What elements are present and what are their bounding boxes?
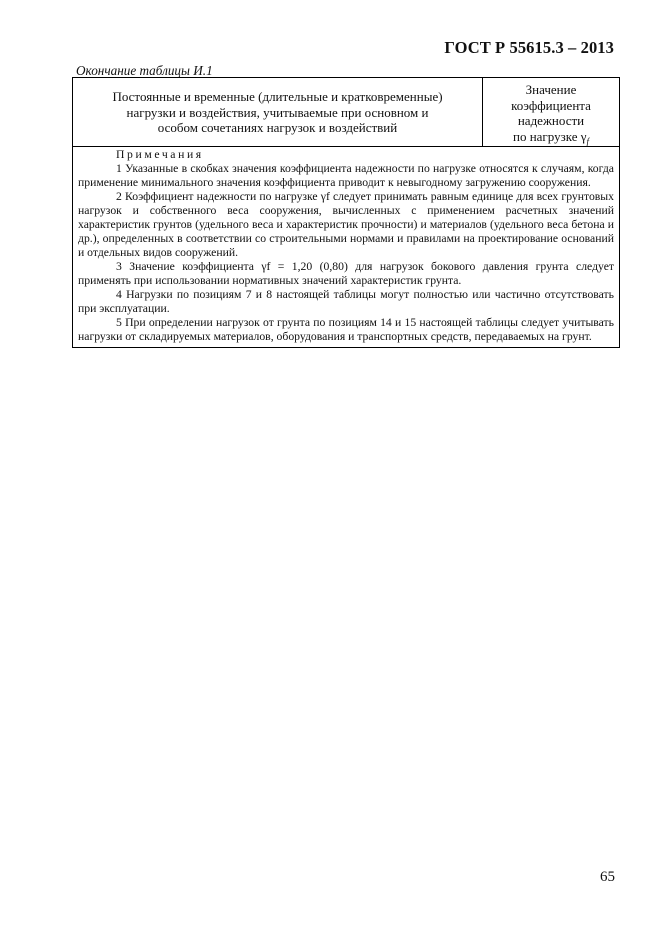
- note-item: 5 При определении нагрузок от грунта по позициям 14 и 15 настоящей таблицы следует учитывать нагрузки от складируемых материалов, оборудования и транспортных средств, передаваемых на грунт.: [78, 316, 614, 343]
- column-header-loads-line: особом сочетаниях нагрузок и воздействий: [157, 120, 398, 135]
- note-item: 2 Коэффициент надежности по нагрузке γf следует принимать равным единице для всех грунтовых нагрузок и собственного веса сооружения, вычисленных с применением расчетных значений характеристик грунтов (удельного веса и характеристик прочности) и материалов (удельного веса бетона и др.), определенных в соответствии со строительными нормами и правилами на проектирование оснований и отдельных видов сооружений.: [78, 190, 614, 259]
- table-header-row: [73, 78, 619, 147]
- column-header-loads-line: нагрузки и воздействия, учитываемые при основном и: [126, 104, 429, 120]
- column-header-loads-line: Постоянные и временные (длительные и кратковременные): [112, 89, 443, 104]
- note-item: 4 Нагрузки по позициям 7 и 8 настоящей таблицы могут полностью или частично отсутствовать при эксплуатации.: [78, 288, 614, 315]
- column-header-coefficient-line: надежности: [517, 113, 585, 128]
- table-caption: Окончание таблицы И.1: [76, 63, 213, 78]
- column-header-coefficient: [483, 78, 619, 146]
- note-item: 1 Указанные в скобках значения коэффициента надежности по нагрузке относятся к случаям, когда применение минимального значения коэффициента приводит к невыгодному загружению сооружения.: [78, 162, 614, 189]
- column-header-coefficient-line: Значение: [525, 82, 577, 97]
- gamma-label: по нагрузке γ: [512, 128, 587, 144]
- column-header-coefficient-line: [483, 129, 619, 150]
- page-number: 65: [600, 869, 615, 885]
- note-item: 3 Значение коэффициента γf = 1,20 (0,80) для нагрузок бокового давления грунта следует применять при использовании нормативных значений характеристик грунта.: [78, 260, 614, 287]
- column-header-loads: [73, 78, 483, 146]
- column-header-coefficient-line: коэффициента: [511, 97, 591, 113]
- notes-heading: Примечания: [116, 148, 204, 161]
- document-code: ГОСТ Р 55615.3 – 2013: [444, 38, 614, 57]
- coefficient-table: [72, 77, 620, 348]
- notes-section: [73, 147, 619, 347]
- gamma-subscript: f: [586, 136, 589, 147]
